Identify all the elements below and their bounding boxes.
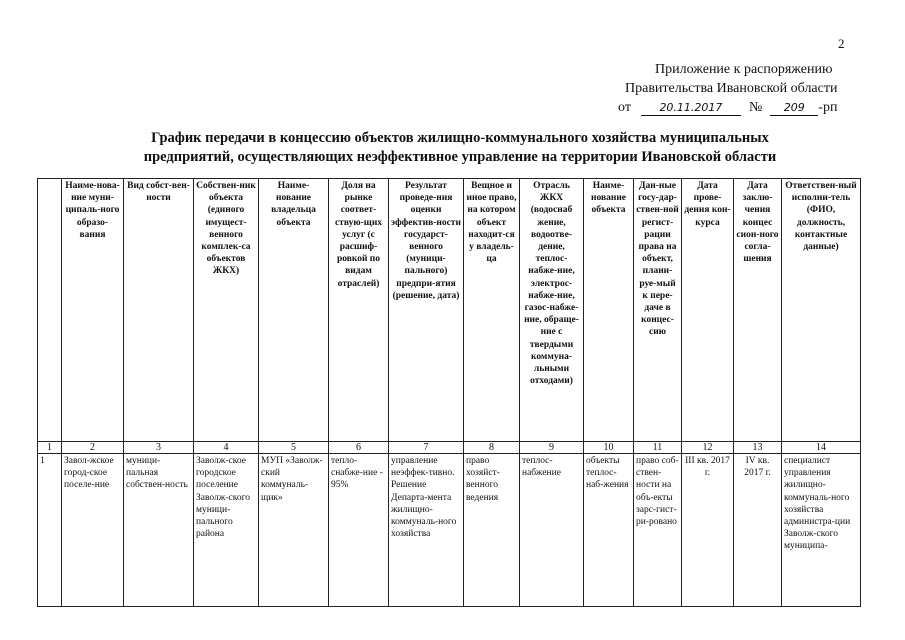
column-number: 14 — [782, 442, 861, 454]
header-cell: Дан-ные госу-дар-ствен-ной регист-рации права на объект, плани-руе-мый к пере-даче в концес-сию — [634, 179, 682, 442]
appendix-line-1: Приложение к распоряжению — [655, 62, 833, 77]
sector-cell: теплос-набжение — [520, 454, 584, 607]
header-cell: Результат проведе-ния оценки эффектив-ности государст-венного (муници-пального) предпри-ятия (решение, дата) — [389, 179, 464, 442]
appendix-block — [598, 60, 837, 117]
column-number-row — [38, 442, 861, 454]
row-number: 1 — [38, 454, 62, 607]
holder-cell: МУП «Заволж-ский коммуналь-щик» — [259, 454, 329, 607]
appendix-line-2: Правительства Ивановской области — [625, 81, 838, 96]
tender-date-cell: III кв. 2017 г. — [682, 454, 734, 607]
header-cell: Наиме-нова-ние муни-ципаль-ного образо-вания — [62, 179, 124, 442]
header-cell: Ответствен-ный исполни-тель (ФИО, должность, контактные данные) — [782, 179, 861, 442]
header-cell: Наиме-нование владельца объекта — [259, 179, 329, 442]
market-share-cell: тепло-снабже-ние - 95% — [329, 454, 389, 607]
column-number: 13 — [734, 442, 782, 454]
column-number: 3 — [124, 442, 194, 454]
from-label: от — [618, 100, 631, 115]
owner-cell: Заволж-ское городское поселение Заволж-ского муници-пального района — [194, 454, 259, 607]
header-row — [38, 179, 861, 442]
appendix-line-3 — [618, 98, 837, 117]
header-cell: Собствен-ник объекта (единого имущест-венного комплек-са объектов ЖКХ) — [194, 179, 259, 442]
page-number: 2 — [838, 36, 845, 51]
number-label: № — [748, 100, 763, 115]
ownership-type-cell: муници-пальная собствен-ность — [124, 454, 194, 607]
column-number: 4 — [194, 442, 259, 454]
number-suffix: -рп — [818, 100, 838, 115]
table-row — [38, 454, 861, 607]
column-number: 10 — [584, 442, 634, 454]
column-number: 5 — [259, 442, 329, 454]
column-number: 9 — [520, 442, 584, 454]
column-number: 7 — [389, 442, 464, 454]
column-number: 11 — [634, 442, 682, 454]
title-line-2: предприятий, осуществляющих неэффективное управление на территории Ивановской области — [143, 149, 777, 165]
column-number: 1 — [38, 442, 62, 454]
header-cell: Вид собст-вен-ности — [124, 179, 194, 442]
decree-date: 20.11.2017 — [641, 101, 741, 116]
header-cell: Вещное и иное право, на котором объект находит-ся у владель-ца — [464, 179, 520, 442]
header-cell: Отрасль ЖКХ (водоснаб жение, водоотве-дение, теплос-набже-ние, электрос-набже-ние, газос-набже-ние, обраще-ние с твердыми коммуна-льными отходами) — [520, 179, 584, 442]
header-cell: Наиме-нование объекта — [584, 179, 634, 442]
registration-cell: право соб-ствен-ности на объ-екты зарс-гист-ри-ровано — [634, 454, 682, 607]
concession-schedule-table — [37, 178, 861, 607]
object-name-cell: объекты теплос-наб-жения — [584, 454, 634, 607]
column-number: 12 — [682, 442, 734, 454]
header-cell — [38, 179, 62, 442]
column-number: 2 — [62, 442, 124, 454]
header-cell: Дата прове-дения кон-курса — [682, 179, 734, 442]
header-cell: Доля на рынке соответ-ствую-щих услуг (с расшиф-ровкой по видам отраслей) — [329, 179, 389, 442]
decree-number: 209 — [770, 101, 818, 116]
document-title — [100, 129, 820, 167]
column-number: 8 — [464, 442, 520, 454]
column-number: 6 — [329, 442, 389, 454]
agreement-date-cell: IV кв. 2017 г. — [734, 454, 782, 607]
header-cell: Дата заклю-чения концес сион-ного согла-шения — [734, 179, 782, 442]
municipality-cell: Завол-жское город-ское поселе-ние — [62, 454, 124, 607]
assessment-cell: управление неэффек-тивно. Решение Департа-мента жилищно-коммуналь-ного хозяйства — [389, 454, 464, 607]
property-right-cell: право хозяйст-венного ведения — [464, 454, 520, 607]
responsible-cell: специалист управления жилищно-коммуналь-ного хозяйства администра-ции Заволж-ского муниципа- — [782, 454, 861, 607]
title-line-1: График передачи в концессию объектов жилищно-коммунального хозяйства муниципальных — [151, 130, 769, 146]
